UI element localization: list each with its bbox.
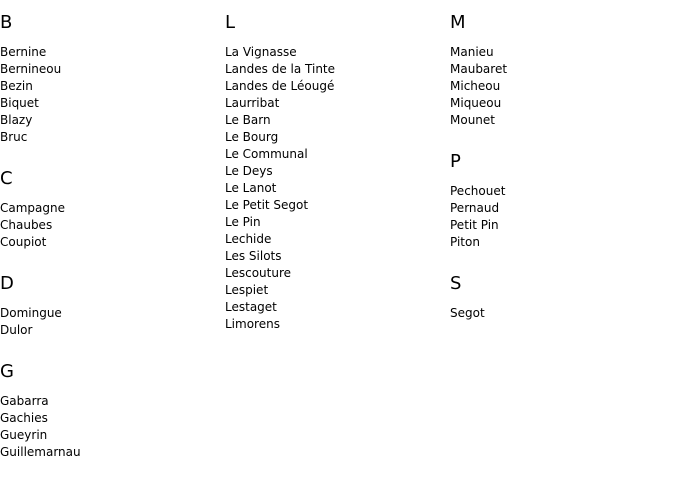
list-item: Coupiot [0,235,47,249]
list-item: Biquet [0,96,39,110]
name-list [225,44,450,333]
list-item: Lestaget [225,300,277,314]
group-heading: L [225,12,236,33]
list-item: Laurribat [225,96,280,110]
name-list [0,200,225,251]
list-item: Bruc [0,130,28,144]
list-item: Bernineou [0,62,62,76]
list-item: Le Communal [225,147,308,161]
list-item: Pechouet [450,184,506,198]
list-item: Bernine [0,45,47,59]
list-item: Landes de Léougé [225,79,335,93]
letter-group-d [0,273,225,339]
list-item: Les Silots [225,249,282,263]
list-item: La Vignasse [225,45,297,59]
name-list [0,305,225,339]
name-list [0,393,225,461]
group-heading: S [450,273,462,294]
list-item: Piton [450,235,480,249]
letter-group-l [225,12,450,333]
list-item: Le Lanot [225,181,277,195]
list-item: Campagne [0,201,65,215]
letter-group-m [450,12,675,129]
list-item: Le Barn [225,113,271,127]
group-heading: B [0,12,13,33]
list-item: Blazy [0,113,33,127]
list-item: Lescouture [225,266,292,280]
list-item: Segot [450,306,485,320]
group-heading: D [0,273,14,294]
letter-group-s [450,273,675,322]
list-item: Le Bourg [225,130,279,144]
index-column-1 [0,12,225,483]
list-item: Micheou [450,79,501,93]
list-item: Domingue [0,306,62,320]
group-heading: G [0,361,14,382]
list-item: Lespiet [225,283,269,297]
list-item: Gueyrin [0,428,48,442]
list-item: Manieu [450,45,494,59]
list-item: Landes de la Tinte [225,62,336,76]
list-item: Petit Pin [450,218,499,232]
list-item: Dulor [0,323,33,337]
list-item: Le Deys [225,164,273,178]
list-item: Le Pin [225,215,261,229]
name-list [0,44,225,146]
index-column-2 [225,12,450,355]
list-item: Gachies [0,411,48,425]
list-item: Pernaud [450,201,500,215]
list-item: Bezin [0,79,33,93]
group-heading: P [450,151,461,172]
list-item: Guillemarnau [0,445,81,459]
list-item: Le Petit Segot [225,198,309,212]
list-item: Miqueou [450,96,502,110]
letter-group-b [0,12,225,146]
letter-group-c [0,168,225,251]
list-item: Maubaret [450,62,508,76]
list-item: Gabarra [0,394,49,408]
letter-group-g [0,361,225,461]
group-heading: M [450,12,466,33]
name-list [450,44,675,129]
list-item: Mounet [450,113,495,127]
letter-group-p [450,151,675,251]
name-list [450,183,675,251]
group-heading: C [0,168,13,189]
list-item: Lechide [225,232,272,246]
list-item: Limorens [225,317,280,331]
name-list [450,305,675,322]
index-column-3 [450,12,675,344]
list-item: Chaubes [0,218,53,232]
